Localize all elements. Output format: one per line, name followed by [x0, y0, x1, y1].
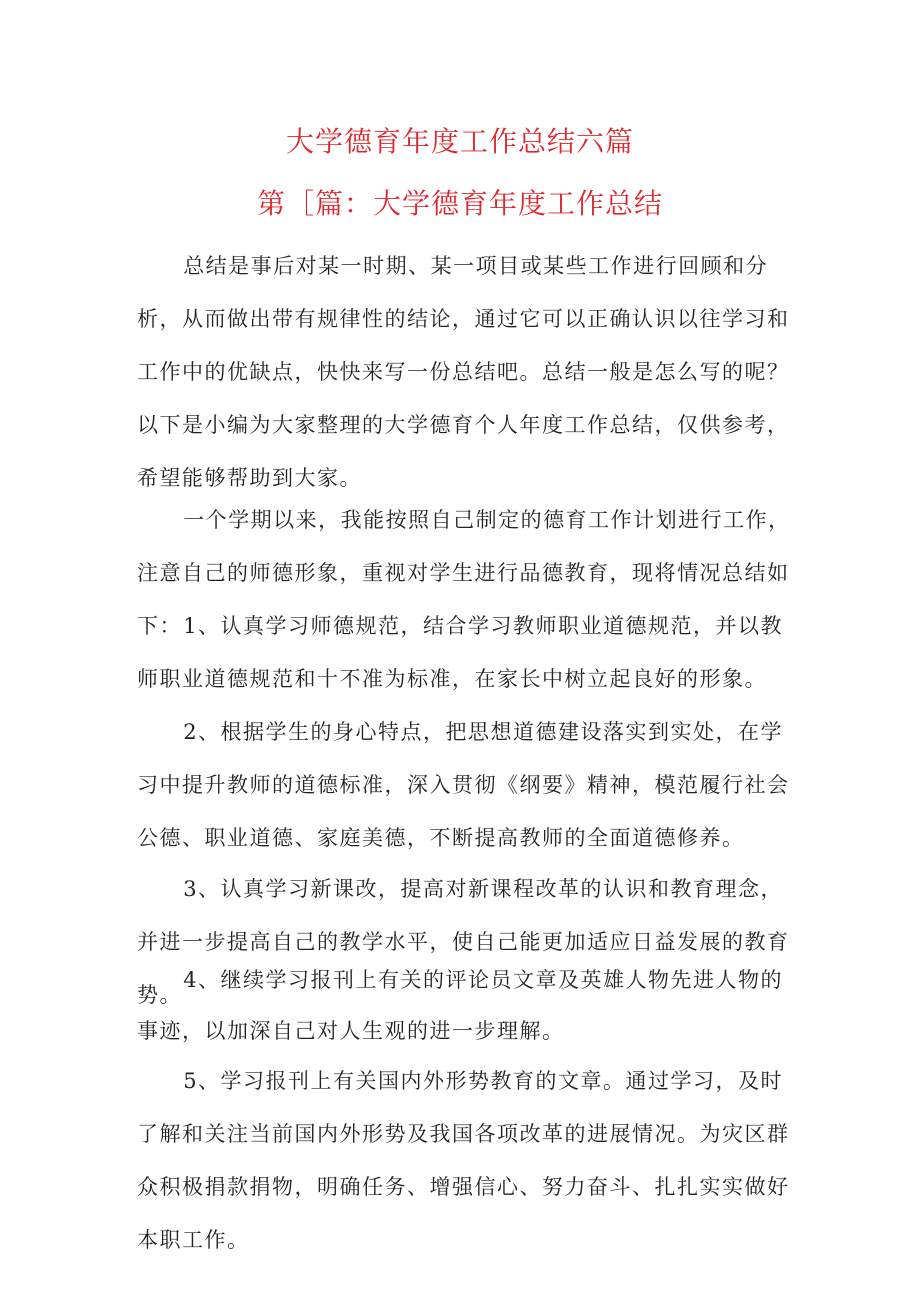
paragraph-item-2: 2、根据学生的身心特点，把思想道德建设落实到实处，在学习中提升教师的道德标准，深入贯彻《纲要》精神，模范履行社会公德、职业道德、家庭美德，不断提高教师的全面道德修养。: [137, 720, 790, 850]
paragraph-intro: 总结是事后对某一时期、某一项目或某些工作进行回顾和分析，从而做出带有规律性的结论，通过它可以正确认识以往学习和工作中的优缺点，快快来写一份总结吧。总结一般是怎么写的呢？以下是小编为大家整理的大学德育个人年度工作总结，仅供参考，希望能够帮助到大家。: [137, 254, 790, 490]
paragraph-overview: 一个学期以来，我能按照自己制定的德育工作计划进行工作，注意自己的师德形象，重视对学生进行品德教育，现将情况总结如下：: [137, 508, 791, 638]
document-subtitle: 第［篇：大学德育年度工作总结: [256, 187, 663, 220]
paragraph-item-1: 1、认真学习师德规范，结合学习教师职业道德规范，并以教师职业道德规范和十不准为标准，在家长中树立起良好的形象。: [137, 614, 784, 691]
paragraph-item-4: 4、继续学习报刊上有关的评论员文章及英雄人物先进人物的事迹，以加深自己对人生观的进一步理解。: [137, 968, 784, 1043]
document-title: 大学德育年度工作总结六篇: [285, 125, 634, 158]
paragraph-item-3: 3、认真学习新课改，提高对新课程改革的认识和教育理念，并进一步提高自己的教学水平，使自己能更加适应日益发展的教育势。: [137, 877, 790, 1007]
paragraph-item-5: 5、学习报刊上有关国内外形势教育的文章。通过学习，及时了解和关注当前国内外形势及我国各项改革的进展情况。为灾区群众积极捐款捐物，明确任务、增强信心、努力奋斗、扎扎实实做好本职工作。: [137, 1069, 790, 1252]
